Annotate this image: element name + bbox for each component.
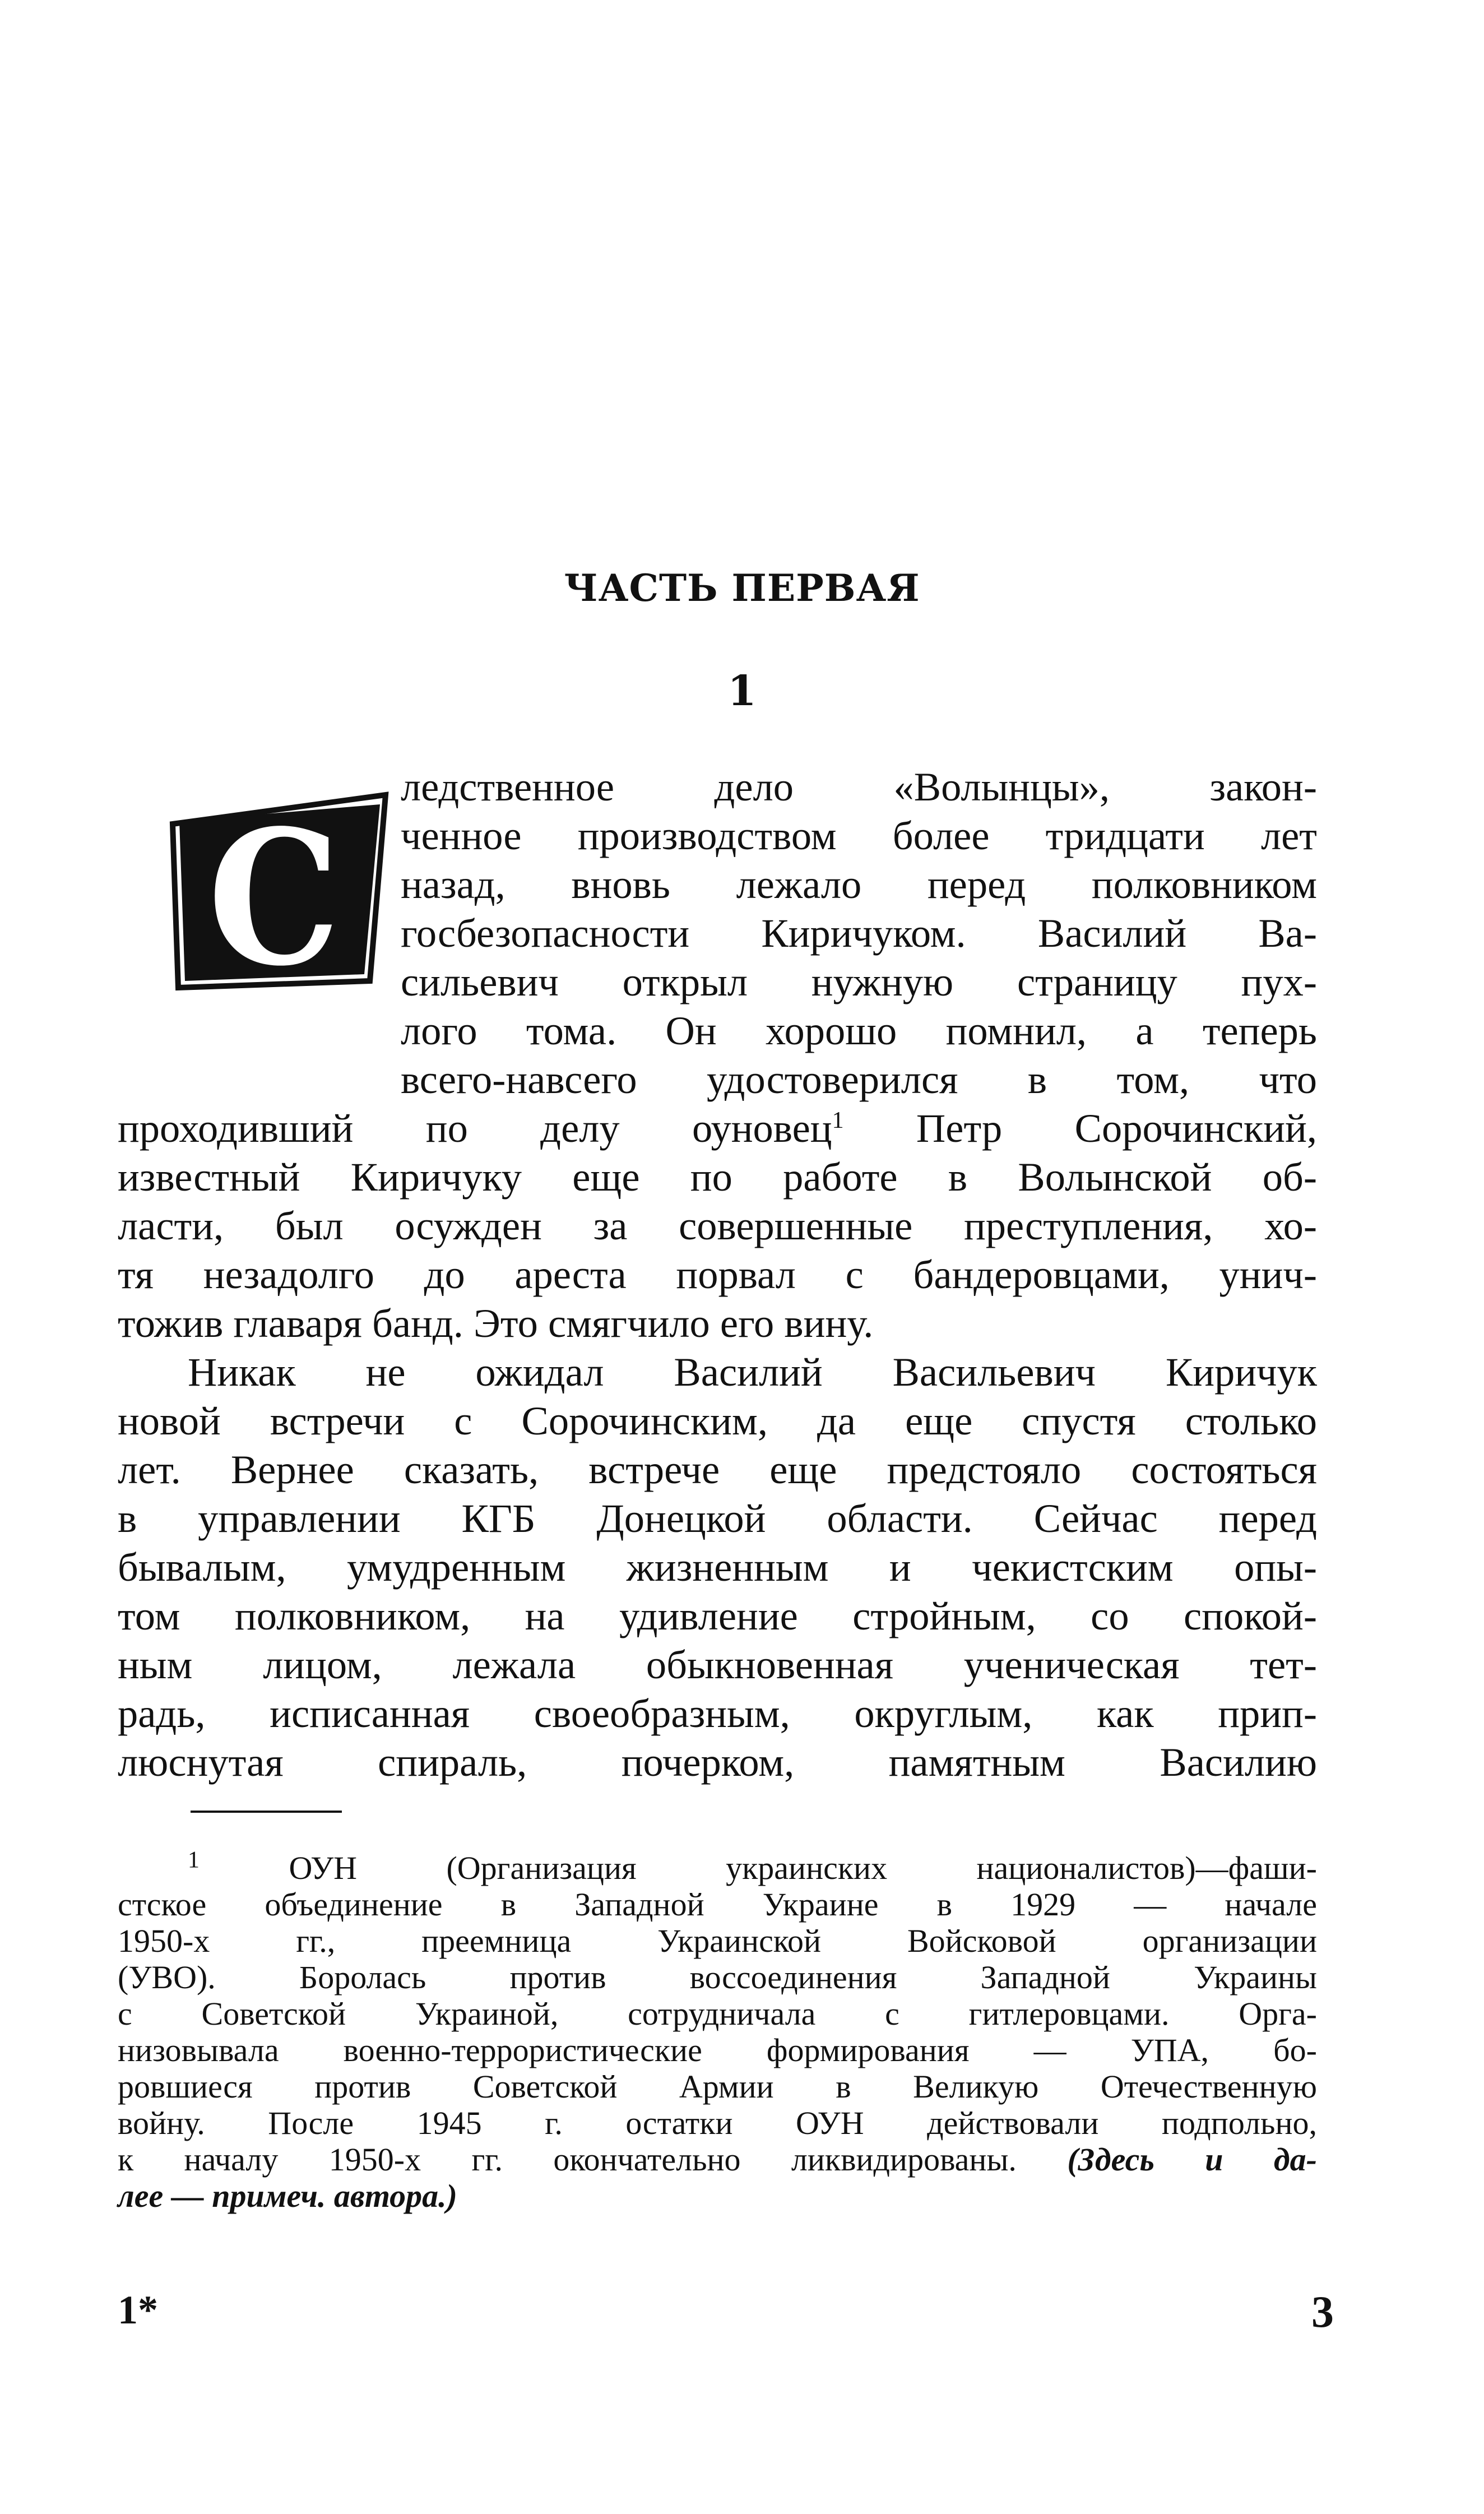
text-segment: проходивший по делу оуновец bbox=[118, 1105, 832, 1151]
page-number: 3 bbox=[1311, 2288, 1334, 2337]
author-note: лее — примеч. автора.) bbox=[118, 2178, 457, 2214]
footnote-line: войну. После 1945 г. остатки ОУН действовали подпольно, bbox=[118, 2105, 1317, 2141]
signature-mark: 1* bbox=[118, 2288, 158, 2332]
footnote-line: 1950-х гг., преемница Украинской Войсковой организации bbox=[118, 1923, 1317, 1959]
dropcap-letter: С bbox=[207, 789, 341, 1007]
footnote-line: (УВО). Боролась против воссоединения Западной Украины bbox=[118, 1959, 1317, 1996]
footnote-line: стское объединение в Западной Украине в 1929 — начале bbox=[118, 1886, 1317, 1923]
text-segment: Петр Сорочинский, bbox=[916, 1105, 1317, 1151]
text-line: ным лицом, лежала обыкновенная ученическая тет- bbox=[118, 1642, 1317, 1687]
text-line: радь, исписанная своеобразным, округлым, как прип- bbox=[118, 1691, 1317, 1736]
footnote-line: с Советской Украиной, сотрудничала с гитлеровцами. Орга- bbox=[118, 1996, 1317, 2032]
text-line: бывалым, умудренным жизненным и чекистским опы- bbox=[118, 1544, 1317, 1590]
text-line: Никак не ожидал Василий Васильевич Киричук bbox=[188, 1349, 1317, 1395]
body-text bbox=[118, 762, 1317, 1786]
text-line: сильевич открыл нужную страницу пух- bbox=[401, 959, 1317, 1004]
text-line: тя незадолго до ареста порвал с бандеровцами, унич- bbox=[118, 1252, 1317, 1297]
text-line: назад, вновь лежало перед полковником bbox=[401, 862, 1317, 907]
footnote-line bbox=[118, 2141, 1317, 2178]
footnote-marker: 1 bbox=[188, 1847, 200, 1873]
text-line: новой встречи с Сорочинским, да еще спустя столько bbox=[118, 1398, 1317, 1443]
footnote-line: ровшиеся против Советской Армии в Великую Отечественную bbox=[118, 2068, 1317, 2105]
footnote-divider bbox=[191, 1811, 342, 1813]
text-line: ледственное дело «Волынцы», закон- bbox=[401, 764, 1317, 809]
text-line: ласти, был осужден за совершенные преступления, хо- bbox=[118, 1203, 1317, 1248]
text-line: лет. Вернее сказать, встрече еще предстояло состояться bbox=[118, 1447, 1317, 1492]
footnote-text: ОУН (Организация украинских националистов)—фаши- bbox=[289, 1850, 1317, 1886]
footnote-line: низовывала военно-террористические формирования — УПА, бо- bbox=[118, 2032, 1317, 2068]
author-note: (Здесь и да- bbox=[1067, 2141, 1317, 2178]
text-line: ченное производством более тридцати лет bbox=[401, 813, 1317, 858]
footnote bbox=[118, 1847, 1317, 2214]
text-line: люснутая спираль, почерком, памятным Василию bbox=[118, 1739, 1317, 1785]
text-line: известный Киричуку еще по работе в Волынской об- bbox=[118, 1154, 1317, 1200]
part-title: ЧАСТЬ ПЕРВАЯ bbox=[564, 566, 920, 610]
footnote-line bbox=[118, 2178, 1317, 2214]
text-line: тожив главаря банд. Это смягчило его вину. bbox=[118, 1300, 874, 1346]
chapter-number: 1 bbox=[727, 667, 757, 715]
text-line-with-footnote bbox=[118, 1104, 1317, 1152]
footnote-text: к началу 1950-х гг. окончательно ликвидированы. bbox=[118, 2141, 1017, 2178]
footnote-line bbox=[118, 1847, 1317, 1886]
text-line: госбезопасности Киричуком. Василий Ва- bbox=[401, 910, 1317, 956]
text-line: всего-навсего удостоверился в том, что bbox=[401, 1057, 1317, 1102]
footnote-ref: 1 bbox=[832, 1107, 844, 1133]
text-line: в управлении КГБ Донецкой области. Сейчас перед bbox=[118, 1496, 1317, 1541]
text-line: том полковником, на удивление стройным, со спокой- bbox=[118, 1593, 1317, 1638]
text-line: лого тома. Он хорошо помнил, а теперь bbox=[401, 1008, 1317, 1053]
